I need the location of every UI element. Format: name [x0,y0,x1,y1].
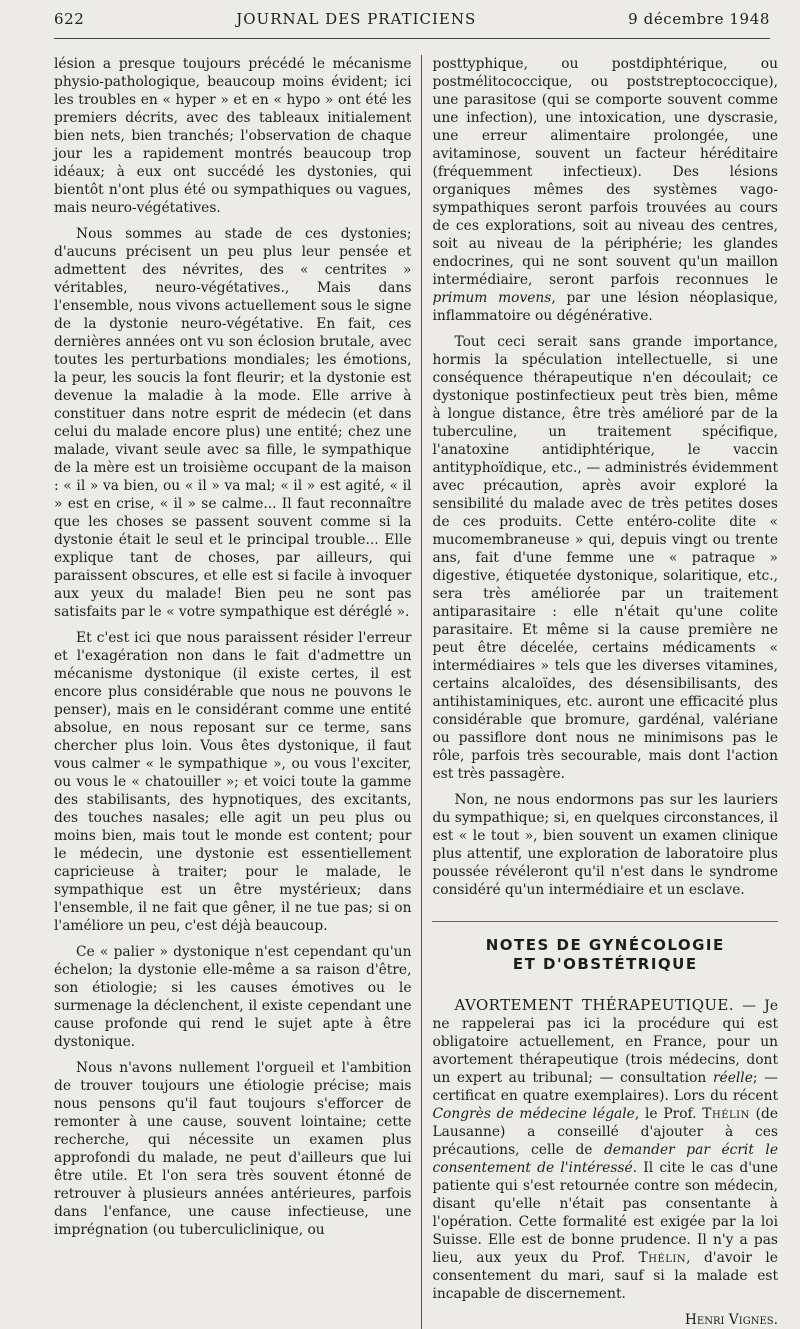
left-column [54,55,422,1329]
subsection-lead: AVORTEMENT THÉRAPEUTIQUE. [454,996,734,1014]
running-header [54,10,770,39]
issue-date: 9 décembre 1948 [628,10,770,28]
person-name: Thélin [638,1250,687,1266]
text-run: — Je ne rappelerai pas ici la procédure qui est obligatoire actuellement, en France, pour un avortement thérapeutique (trois médecins, dont un expert au tribunal; — consultation [432,998,778,1086]
section-heading-line-1: NOTES DE GYNÉCOLOGIE [485,936,725,954]
italic-term: réelle [712,1070,753,1086]
article-columns [54,55,778,1329]
journal-title: JOURNAL DES PRATICIENS [236,10,477,28]
right-column [422,55,778,1329]
italic-term: demander par écrit le consentement de l'intéressé [432,1142,778,1176]
text-run: , par une lésion néoplasique, inflammatoire ou dégénérative. [432,290,778,324]
paragraph: Et c'est ici que nous paraissent résider l'erreur et l'exagération non dans le fait d'admettre un mécanisme dystonique (il existe certes, il est encore plus considérable que nous ne pouvons le penser), mais en le considérant comme une entité absolue, en nous reposant sur ce terme, sans chercher plus loin. Vous êtes dystonique, il faut vous calmer « le sympathique », ou vous l'exciter, ou vous le « chatouiller »; et voici toute la gamme des stabilisants, des hypnotiques, des excitants, des touches nasales; elle agit un peu plus ou moins bien, mais tout le monde est content; pour le médecin, une dystonie est essentiellement capricieuse à traiter; pour le malade, le sympathique est un être mystérieux; dans l'ensemble, il ne fait que gêner, il ne tue pas; si on l'améliore un peu, c'est déjà beaucoup. [54,630,412,934]
text-run: , d'avoir le consentement du mari, sauf si la malade est incapable de discernement. [432,1250,778,1302]
text-run: , le Prof. [634,1106,703,1122]
paragraph: lésion a presque toujours précédé le mécanisme physio-pathologique, beaucoup moins évident; ici les troubles en « hyper » et en « hypo » ont été les premiers décrits, avec des tableaux initialement bien nets, bien tranchés; l'observation de chaque jour les a rapidement montrés beaucoup trop idéaux; à eux ont succédé les dystonies, qui bientôt n'ont plus été ou sympathiques ou vagues, mais neuro-végétatives. [54,56,412,216]
text-run: ; — certificat en quatre exemplaires). Lors du récent [432,1070,778,1104]
paragraph: Nous n'avons nullement l'orgueil et l'ambition de trouver toujours une étiologie précise; mais nous pensons qu'il faut toujours s'efforcer de remonter à une cause, souvent lointaine; cette recherche, qui nécessite un examen plus approfondi du malade, ne peut d'ailleurs que lui être utile. Et l'on sera très souvent étonné de retrouver à plusieurs années antérieures, parfois dans l'enfance, une cause infectieuse, une imprégnation (ou tuberculiclinique, ou [54,1060,412,1238]
section-heading-line-2: ET D'OBSTÉTRIQUE [512,955,698,973]
italic-term: Congrès de médecine légale [432,1106,635,1122]
paragraph [432,996,778,1303]
person-name: Thélin [702,1106,750,1122]
text-run: (de Lausanne) a conseillé d'ajouter à ces précautions, celle de [432,1106,778,1158]
paragraph: Ce « palier » dystonique n'est cependant qu'un échelon; la dystonie elle-même a sa raison d'être, son étiologie; si les causes émotives ou le surmenage la déclenchent, il existe cependant une cause profonde qui rend le sujet apte à être dystonique. [54,944,412,1050]
section-heading [432,921,778,974]
paragraph: Non, ne nous endormons pas sur les lauriers du sympathique; si, en quelques circonstances, il est « le tout », bien souvent un examen clinique plus attentif, une exploration de laboratoire plus poussée révéleront qu'il n'est dans le syndrome considéré qu'un intermédiaire et un esclave. [432,792,778,898]
paragraph: Nous sommes au stade de ces dystonies; d'aucuns précisent un peu plus leur pensée et admettent des névrites, des « centrites » véritables, neuro-végétatives., Mais dans l'ensemble, nous vivons actuellement sous le signe de la dystonie neuro-végétative. En fait, ces dernières années ont vu son éclosion brutale, avec toutes les perturbations mondiales; les émotions, la peur, les soucis la font fleurir; et la dystonie est devenue la maladie à la mode. Elle arrive à constituer dans notre esprit de médecin (et dans celui du malade encore plus) une entité; chez une malade, vivant seule avec sa fille, le sympathique de la mère est un troisième occupant de la maison : « il » va bien, ou « il » va mal; « il » est agité, « il » est en crise, « il » se calme... Il faut reconnaître que les choses se passent souvent comme si la dystonie était le seul et le principal trouble... Elle explique tant de choses, par ailleurs, qui paraissent obscures, et elle est si facile à invoquer aux yeux du malade! Bien peu ne sont pas satisfaits par le « votre sympathique est déréglé ». [54,226,412,620]
text-run: . Il cite le cas d'une patiente qui s'est retournée contre son médecin, disant qu'elle n'était pas consentante à l'opération. Cette formalité est exigée par la loi Suisse. Elle est de bonne prudence. Il n'y a pas lieu, aux yeux du Prof. [432,1160,778,1266]
author-signature: Henri Vignes. [684,1312,778,1328]
paragraph: Tout ceci serait sans grande importance, hormis la spéculation intellectuelle, si une conséquence thérapeutique n'en découlait; ce dystonique postinfectieux peut très bien, même à longue distance, être très amélioré par de la tuberculine, un traitement spécifique, l'anatoxine antidiphtérique, le vaccin antityphoïdique, etc., — administrés évidemment avec précaution, après avoir exploré la sensibilité du malade avec de très petites doses de ces produits. Cette entéro-colite dite « mucomembraneuse » qui, depuis vingt ou trente ans, fait d'une femme une « patraque » digestive, étiquetée dystonique, solaritique, etc., sera très améliorée par un traitement antiparasitaire : elle n'était qu'une colite parasitaire. Et même si la cause première ne peut être décelée, certains médicaments « intermédiaires » tels que les diverses vitamines, certains alcaloïdes, des désensibilisants, des antihistaminiques, etc. auront une efficacité plus considérable que bromure, gardénal, valériane ou passiflore dont nous ne minimisons pas le rôle, parfois très secourable, mais dont l'action est très passagère. [432,334,778,782]
paragraph [432,55,778,325]
text-run: posttyphique, ou postdiphtérique, ou postmélitococcique, ou poststreptococcique), une parasitose (qui se comporte souvent comme une infection), une intoxication, une dyscrasie, une erreur alimentaire prolongée, une avitaminose, souvent un facteur héréditaire (fréquemment infectieux). Des lésions organiques mêmes des systèmes vago-sympathiques seront parfois trouvées au cours de ces explorations, soit au niveau des centres, soit au niveau de la périphérie; les glandes endocrines, qui ne sont souvent qu'un maillon intermédiaire, seront parfois reconnues le [432,56,778,288]
italic-term: primum movens [432,290,552,306]
page-number: 622 [54,10,85,28]
